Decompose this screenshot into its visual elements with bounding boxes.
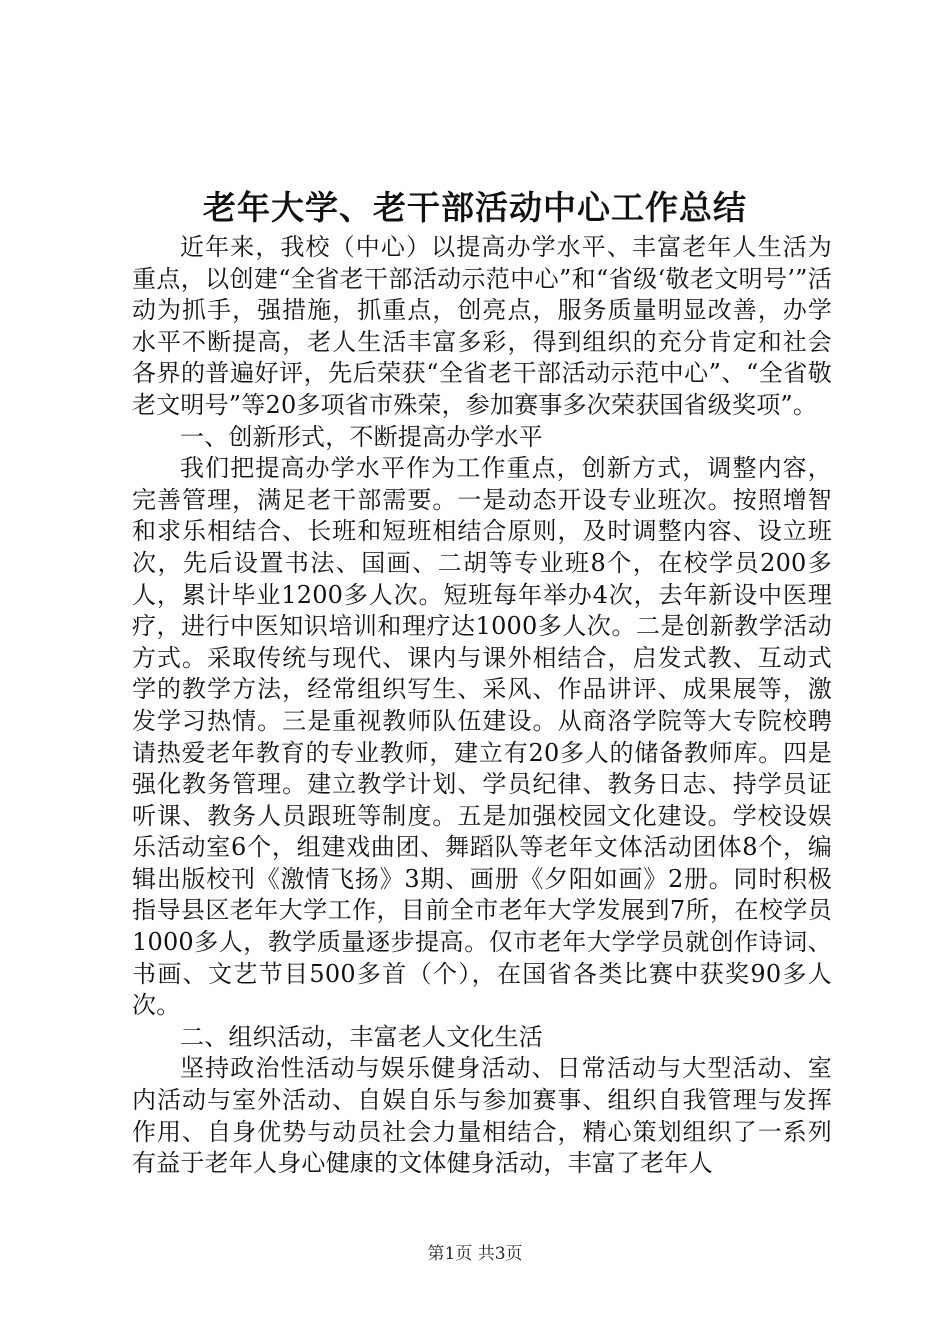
intro-paragraph: 近年来，我校（中心）以提高办学水平、丰富老年人生活为重点，以创建“全省老干部活动示范中心”和“省级‘敬老文明号’”活动为抓手，强措施，抓重点，创亮点，服务质量明显改善，办学水平不断提高，老人生活丰富多彩，得到组织的充分肯定和社会各界的普遍好评，先后荣获“全省老干部活动示范中心”、“全省敬老文明号”等20多项省市殊荣，参加赛事多次荣获国省级奖项”。: [132, 233, 832, 419]
section-2-heading: 二、组织活动，丰富老人文化生活: [180, 1022, 543, 1051]
document-body: [132, 232, 832, 1180]
section-1-heading: 一、创新形式，不断提高办学水平: [180, 422, 543, 451]
document-title: 老年大学、老干部活动中心工作总结: [203, 188, 747, 227]
page-footer: 第1页 共3页: [427, 1244, 523, 1264]
section-1-paragraph: 我们把提高办学水平作为工作重点，创新方式，调整内容，完善管理，满足老干部需要。一是动态开设专业班次。按照增智和求乐相结合、长班和短班相结合原则，及时调整内容、设立班次，先后设置书法、国画、二胡等专业班8个，在校学员200多人，累计毕业1200多人次。短班每年举办4次，去年新设中医理疗，进行中医知识培训和理疗达1000多人次。二是创新教学活动方式。采取传统与现代、课内与课外相结合，启发式教、互动式学的教学方法，经常组织写生、采风、作品讲评、成果展等，激发学习热情。三是重视教师队伍建设。从商洛学院等大专院校聘请热爱老年教育的专业教师，建立有20多人的储备教师库。四是强化教务管理。建立教学计划、学员纪律、教务日志、持学员证听课、教务人员跟班等制度。五是加强校园文化建设。学校设娱乐活动室6个，组建戏曲团、舞蹈队等老年文体活动团体8个，编辑出版校刊《激情飞扬》3期、画册《夕阳如画》2册。同时积极指导县区老年大学工作，目前全市老年大学发展到7所，在校学员1000多人，教学质量逐步提高。仅市老年大学学员就创作诗词、书画、文艺节目500多首（个），在国省各类比赛中获奖90多人次。: [132, 454, 832, 1020]
section-2-paragraph: 坚持政治性活动与娱乐健身活动、日常活动与大型活动、室内活动与室外活动、自娱自乐与参加赛事、组织自我管理与发挥作用、自身优势与动员社会力量相结合，精心策划组织了一系列有益于老年人身心健康的文体健身活动，丰富了老年人: [132, 1054, 832, 1178]
